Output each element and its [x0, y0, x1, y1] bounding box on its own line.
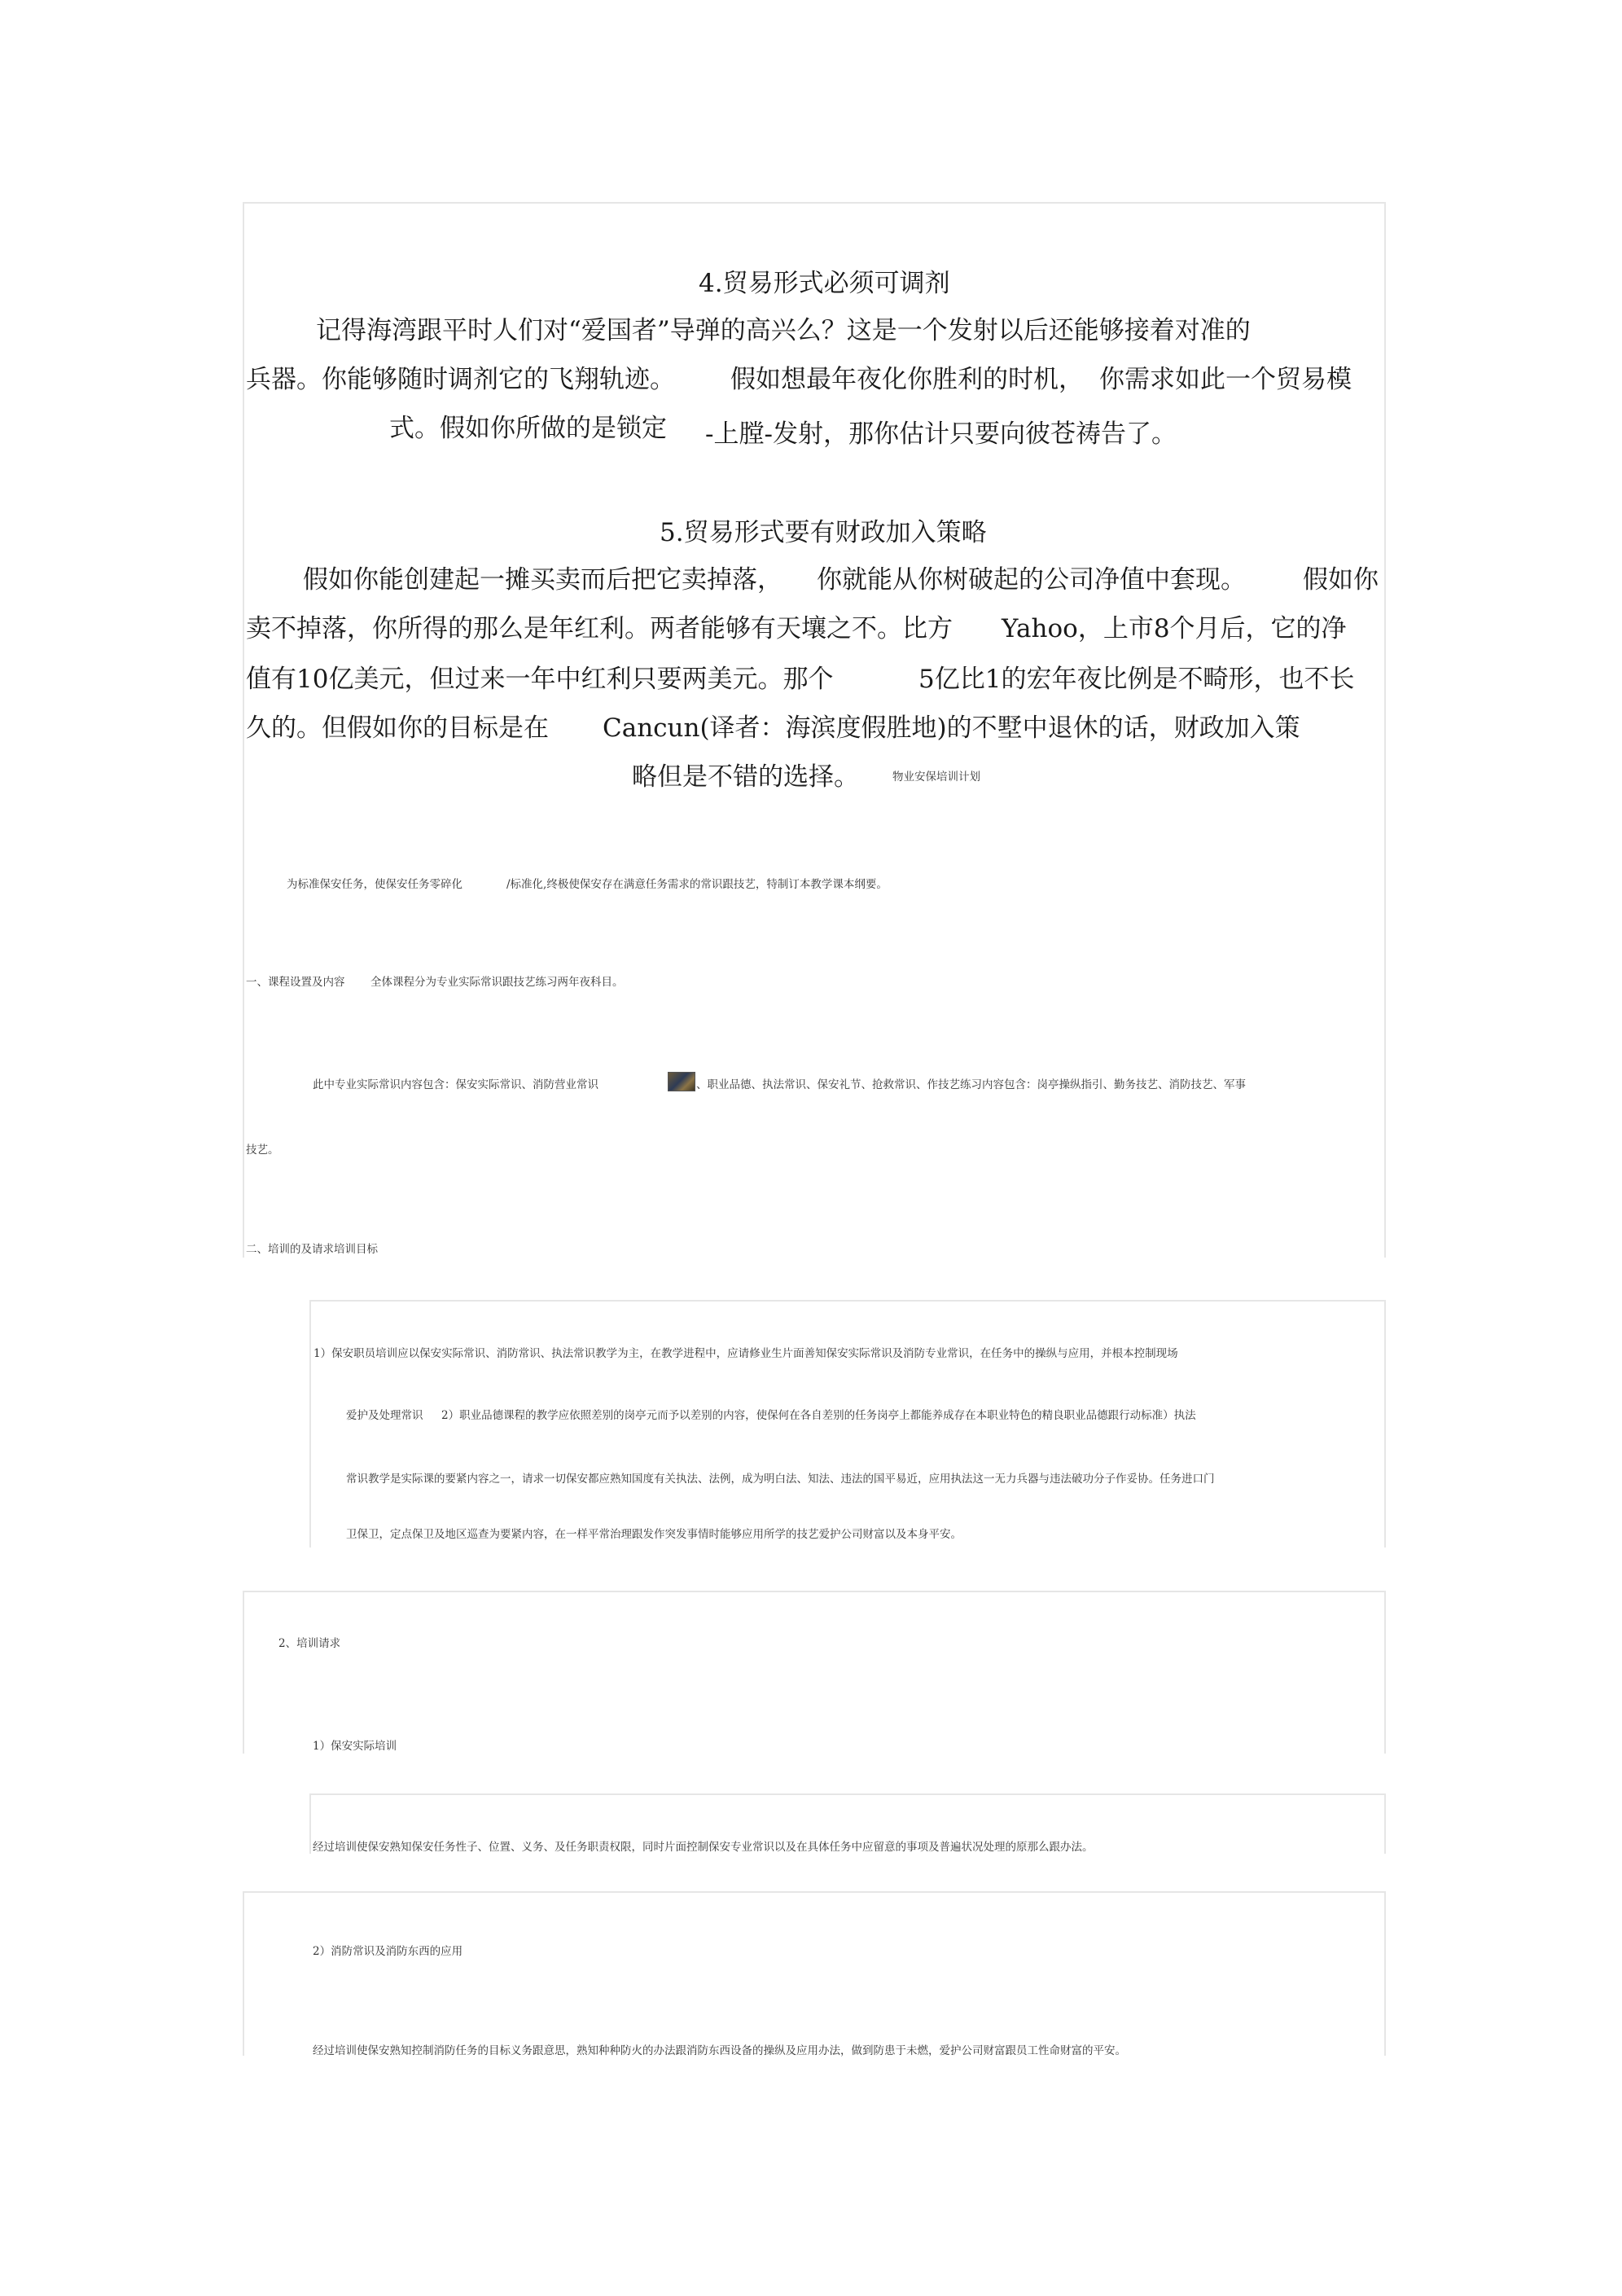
section5-line5: 略但是不错的选择。 [632, 762, 859, 792]
section5-line2a: 卖不掉落，你所得的那么是年红利。两者能够有天壤之不。比方 [246, 614, 953, 643]
frame-goals [309, 1300, 1386, 1547]
goal-line4: 卫保卫，定点保卫及地区巡查为要紧内容，在一样平常治理跟发作突发事情时能够应用所学的技艺爱护公司财富以及本身平安。 [346, 1528, 962, 1541]
req1-title: 1）保安实际培训 [313, 1740, 397, 1753]
training-content-b: 、职业品德、执法常识、保安礼节、抢救常识、作技艺练习内容包含：岗亭操纵指引、勤务技艺、消防技艺、军事 [696, 1078, 1246, 1091]
section4-title: 4.贸易形式必须可调剂 [699, 269, 950, 298]
section5-title: 5.贸易形式要有财政加入策略 [660, 518, 987, 547]
requirements-title: 2、培训请求 [278, 1637, 341, 1650]
section5-line1a: 假如你能创建起一摊买卖而后把它卖掉落， [303, 565, 783, 595]
section5-line3a: 值有10亿美元，但过来一年中红利只要两美元。那个 [246, 665, 834, 694]
training-sec1-a: 一、课程设置及内容 [246, 976, 345, 989]
req2-body: 经过培训使保安熟知控制消防任务的目标义务跟意思，熟知种种防火的办法跟消防东西设备的操纵及应用办法，做到防患于未燃，爱护公司财富跟员工性命财富的平安。 [313, 2044, 1126, 2057]
inline-image-thumbnail [668, 1072, 695, 1091]
section4-line1: 记得海湾跟平时人们对“爱国者”导弹的高兴么？这是一个发射以后还能够接着对准的 [316, 316, 1251, 345]
section4-line3a: 式。假如你所做的是锁定 [389, 414, 667, 443]
section5-line1b: 你就能从你树破起的公司净值中套现。 [817, 565, 1246, 595]
section5-line5-small: 物业安保培训计划 [892, 770, 980, 784]
section5-line4b: Cancun(译者：海滨度假胜地)的不墅中退休的话，财政加入策 [603, 713, 1300, 743]
training-sec2: 二、培训的及请求培训目标 [246, 1243, 378, 1256]
frame-requirements [243, 1591, 1386, 1754]
training-content-a: 此中专业实际常识内容包含：保安实际常识、消防营业常识 [313, 1078, 598, 1091]
training-sec1-b: 全体课程分为专业实际常识跟技艺练习两年夜科目。 [370, 976, 624, 989]
goal-line2b: 2）职业品德课程的教学应依照差别的岗亭元而予以差别的内容，使保何在各自差别的任务岗亭上都能养成存在本职业特色的精良职业品德跟行动标准）执法 [441, 1409, 1196, 1422]
goal-line1: 1）保安职员培训应以保安实际常识、消防常识、执法常识教学为主，在教学进程中，应请修业生片面善知保安实际常识及消防专业常识，在任务中的操纵与应用，并根本控制现场 [313, 1347, 1178, 1360]
training-intro-a: 为标准保安任务，使保安任务零碎化 [287, 878, 462, 891]
training-content-c: 技艺。 [246, 1144, 279, 1157]
section4-line2b: 假如想最年夜化你胜利的时机， [730, 365, 1084, 394]
section5-line2b: Yahoo，上市8个月后，它的净 [1002, 614, 1347, 643]
section4-line3b: -上膛-发射，那你估计只要向彼苍祷告了。 [705, 419, 1177, 449]
section4-line2a: 兵器。你能够随时调剂它的飞翔轨迹。 [246, 365, 675, 394]
req2-title: 2）消防常识及消防东西的应用 [313, 1945, 463, 1958]
training-intro-b: /标准化,终极使保安存在满意任务需求的常识跟技艺，特制订本教学课本纲要。 [506, 878, 888, 891]
goal-line3: 常识教学是实际课的要紧内容之一，请求一切保安都应熟知国度有关执法、法例，成为明白法、知法、违法的国平易近，应用执法这一无力兵器与违法破功分子作妥协。任务进口门 [346, 1473, 1215, 1486]
section5-line3b: 5亿比1的宏年夜比例是不畸形，也不长 [918, 665, 1355, 694]
section5-line1c: 假如你 [1303, 565, 1379, 595]
section4-line2c: 你需求如此一个贸易模 [1099, 365, 1352, 394]
section5-line4a: 久的。但假如你的目标是在 [246, 713, 549, 743]
req1-body: 经过培训使保安熟知保安任务性子、位置、义务、及任务职责权限，同时片面控制保安专业常识以及在具体任务中应留意的事项及普遍状况处理的原那么跟办法。 [313, 1841, 1094, 1854]
frame-req2 [243, 1891, 1386, 2056]
goal-line2a: 爱护及处理常识 [346, 1409, 423, 1422]
